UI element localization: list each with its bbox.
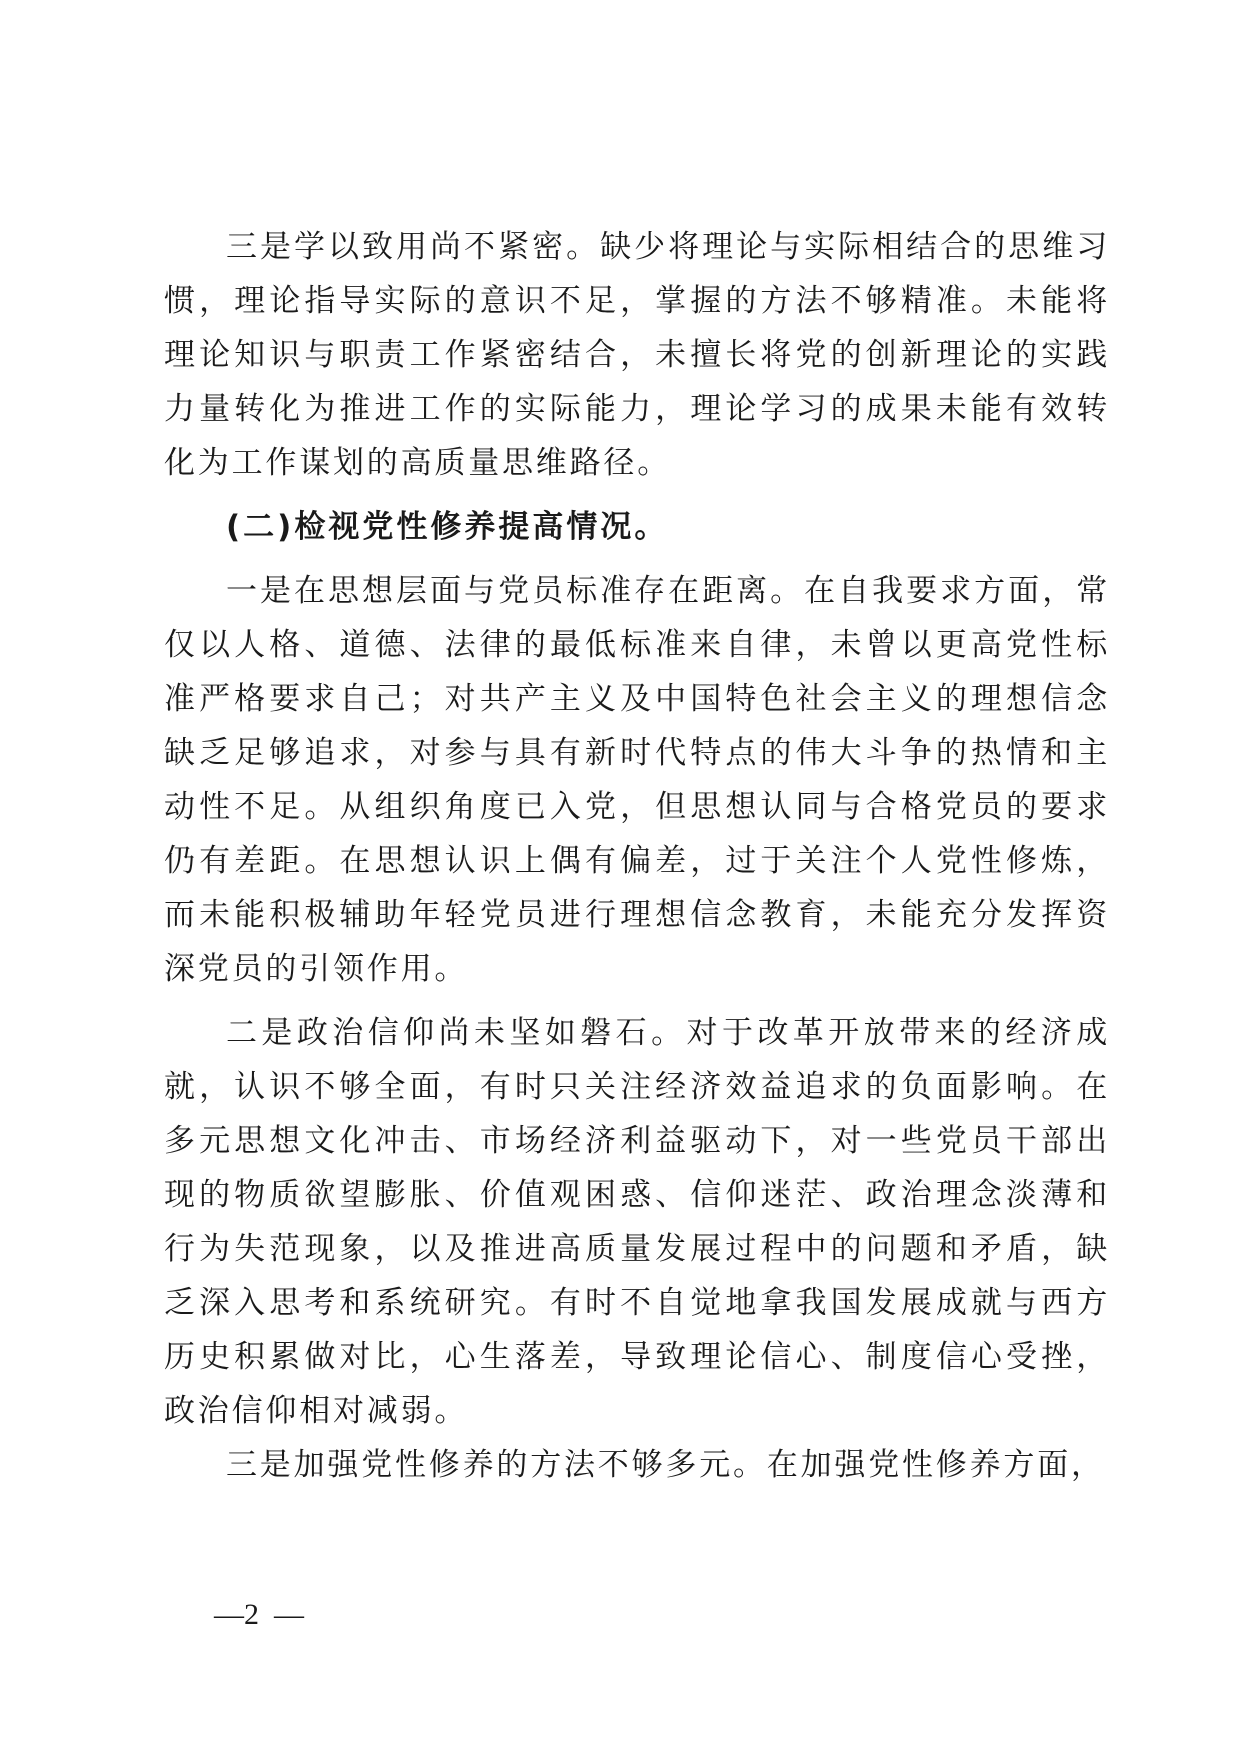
paragraph-political-belief: 二是政治信仰尚未坚如磐石。对于改革开放带来的经济成就，认识不够全面，有时只关注经济效益追求的负面影响。在多元思想文化冲击、市场经济利益驱动下，对一些党员干部出现的物质欲望膨胀、价值观困惑、信仰迷茫、政治理念淡薄和行为失范现象，以及推进高质量发展过程中的问题和矛盾，缺乏深入思考和系统研究。有时不自觉地拿我国发展成就与西方历史积累做对比，心生落差，导致理论信心、制度信心受挫，政治信仰相对减弱。 [164,1015,1110,1429]
section-heading-party-spirit: (二)检视党性修养提高情况。 [226,509,669,545]
page-number: —2 — [214,1598,304,1631]
paragraph-ideological-gap: 一是在思想层面与党员标准存在距离。在自我要求方面，常仅以人格、道德、法律的最低标准来自律，未曾以更高党性标准严格要求自己；对共产主义及中国特色社会主义的理想信念缺乏足够追求，对参与具有新时代特点的伟大斗争的热情和主动性不足。从组织角度已入党，但思想认同与合格党员的要求仍有差距。在思想认识上偶有偏差，过于关注个人党性修炼，而未能积极辅助年轻党员进行理想信念教育，未能充分发挥资深党员的引领作用。 [164,573,1110,987]
paragraph-theory-application: 三是学以致用尚不紧密。缺少将理论与实际相结合的思维习惯，理论指导实际的意识不足，掌握的方法不够精准。未能将理论知识与职责工作紧密结合，未擅长将党的创新理论的实践力量转化为推进工作的实际能力，理论学习的成果未能有效转化为工作谋划的高质量思维路径。 [164,229,1110,481]
document-body [164,220,1110,1502]
paragraph-cultivation-methods: 三是加强党性修养的方法不够多元。在加强党性修养方面， [226,1447,1105,1483]
